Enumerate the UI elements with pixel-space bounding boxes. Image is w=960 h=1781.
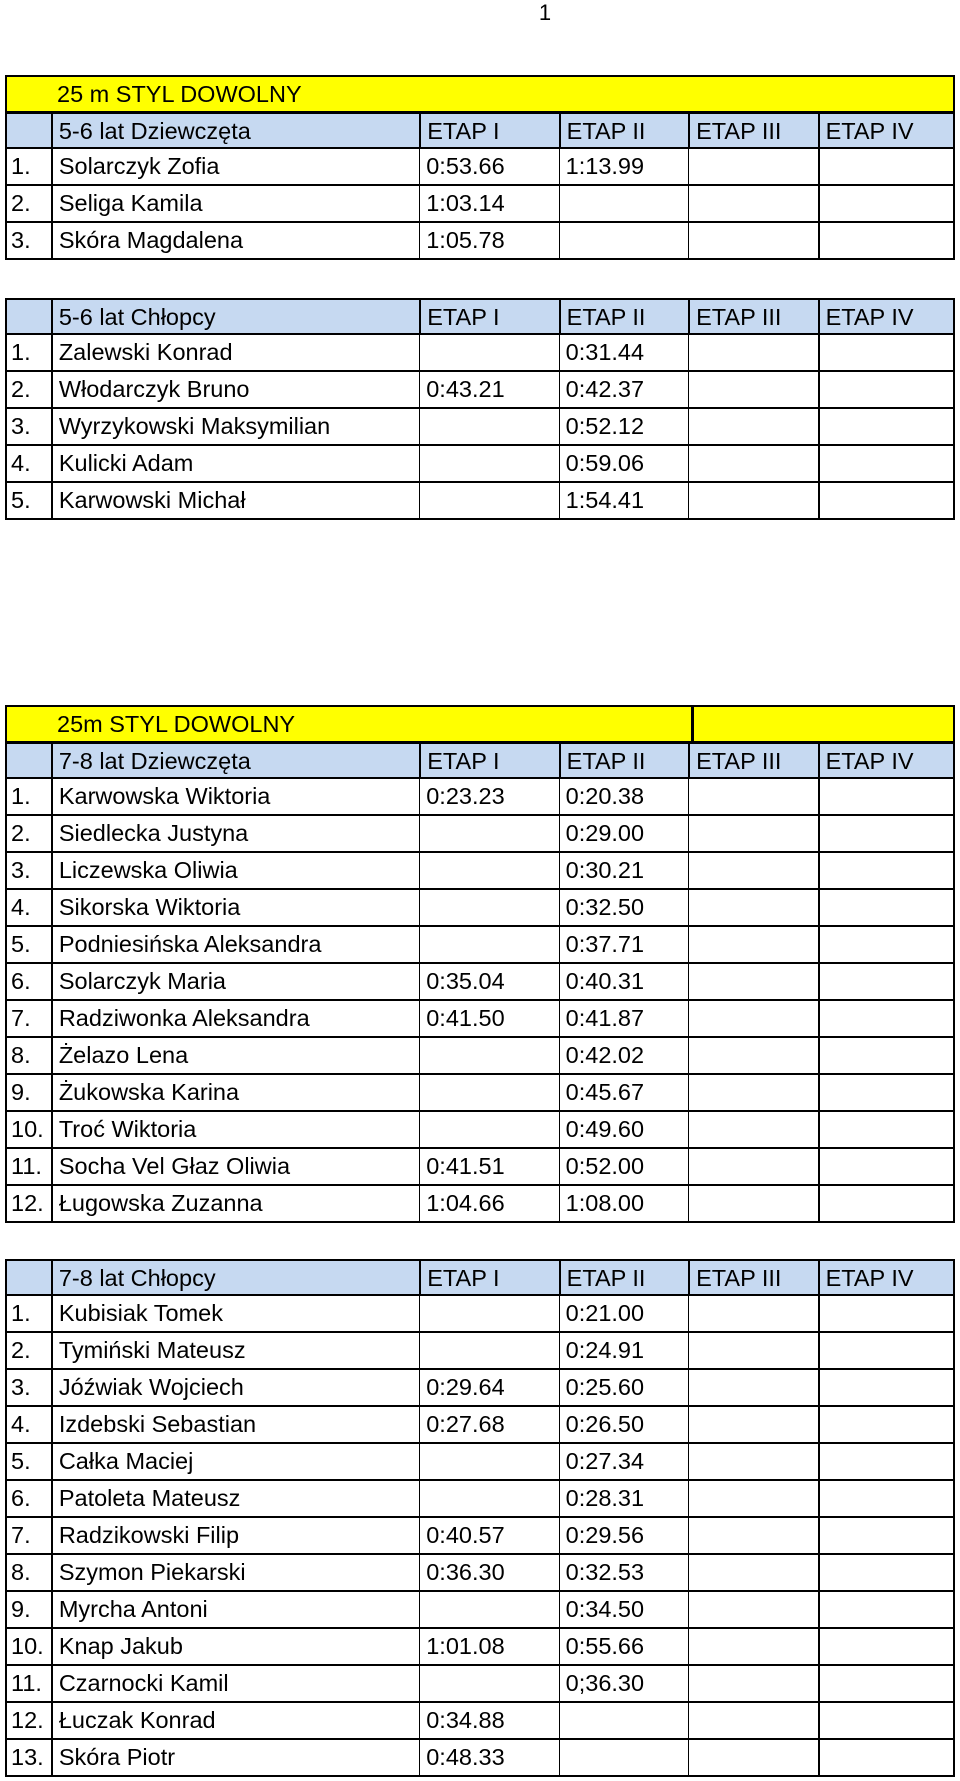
- table-row: [5, 372, 955, 409]
- etap-3-time-cell: [688, 1740, 817, 1775]
- rank-cell: 11.: [11, 1670, 42, 1696]
- table-row: [5, 1518, 955, 1555]
- section-title-row: [5, 75, 955, 112]
- header-etap-3: ETAP III: [688, 300, 817, 333]
- table-row: [5, 816, 955, 853]
- etap-3-time-cell: [688, 1333, 817, 1368]
- table-row: [5, 1186, 955, 1223]
- etap-4-time-cell: [818, 372, 953, 407]
- rank-cell: 7.: [11, 1005, 31, 1031]
- swimmer-name-cell: Włodarczyk Bruno: [51, 372, 419, 407]
- etap-4-time-cell: [818, 779, 953, 814]
- swimmer-name-cell: Skóra Piotr: [51, 1740, 419, 1775]
- etap-2-time-cell: 0:31.44: [559, 335, 688, 370]
- etap-4-time-cell: [818, 1407, 953, 1442]
- etap-3-time-cell: [688, 1481, 817, 1516]
- swimmer-name-cell: Liczewska Oliwia: [51, 853, 419, 888]
- etap-3-time-cell: [688, 1666, 817, 1701]
- etap-4-time-cell: [818, 927, 953, 962]
- etap-2-time-cell: 0:28.31: [559, 1481, 688, 1516]
- etap-4-time-cell: [818, 853, 953, 888]
- etap-4-time-cell: [818, 1001, 953, 1036]
- etap-1-time-cell: 0:36.30: [419, 1555, 558, 1590]
- table-row: [5, 409, 955, 446]
- etap-1-time-cell: [419, 816, 558, 851]
- etap-1-time-cell: [419, 1112, 558, 1147]
- etap-1-time-cell: [419, 1666, 558, 1701]
- etap-2-time-cell: 0:30.21: [559, 853, 688, 888]
- swimmer-name-cell: Żukowska Karina: [51, 1075, 419, 1110]
- etap-2-time-cell: 0:49.60: [559, 1112, 688, 1147]
- table-row: [5, 149, 955, 186]
- table-row: [5, 1149, 955, 1186]
- etap-3-time-cell: [688, 1592, 817, 1627]
- etap-2-time-cell: 0:40.31: [559, 964, 688, 999]
- rank-cell: 6.: [11, 1485, 31, 1511]
- etap-3-time-cell: [688, 816, 817, 851]
- swimmer-name-cell: Seliga Kamila: [51, 186, 419, 221]
- swimmer-name-cell: Jóźwiak Wojciech: [51, 1370, 419, 1405]
- etap-3-time-cell: [688, 1703, 817, 1738]
- header-number-cell: [7, 1261, 51, 1294]
- swimmer-name-cell: Wyrzykowski Maksymilian: [51, 409, 419, 444]
- rank-cell: 1.: [11, 153, 31, 179]
- etap-4-time-cell: [818, 1592, 953, 1627]
- etap-1-time-cell: [419, 1075, 558, 1110]
- swimmer-name-cell: Żelazo Lena: [51, 1038, 419, 1073]
- swimmer-name-cell: Tymiński Mateusz: [51, 1333, 419, 1368]
- header-etap-1: ETAP I: [419, 1261, 558, 1294]
- etap-2-time-cell: 0:37.71: [559, 927, 688, 962]
- etap-3-time-cell: [688, 927, 817, 962]
- table-row: [5, 483, 955, 520]
- etap-1-time-cell: [419, 927, 558, 962]
- header-etap-1: ETAP I: [419, 300, 558, 333]
- etap-1-time-cell: 1:05.78: [419, 223, 558, 258]
- etap-3-time-cell: [688, 149, 817, 184]
- group-header-row: [5, 298, 955, 335]
- swimmer-name-cell: Myrcha Antoni: [51, 1592, 419, 1627]
- header-category: 7-8 lat Dziewczęta: [51, 744, 419, 777]
- etap-3-time-cell: [688, 890, 817, 925]
- header-etap-3: ETAP III: [688, 1261, 817, 1294]
- rank-cell: 5.: [11, 487, 31, 513]
- rank-cell: 5.: [11, 1448, 31, 1474]
- etap-4-time-cell: [818, 446, 953, 481]
- rank-cell: 2.: [11, 1337, 31, 1363]
- etap-1-time-cell: [419, 483, 558, 518]
- table-row: [5, 1075, 955, 1112]
- swimmer-name-cell: Łuczak Konrad: [51, 1703, 419, 1738]
- rank-cell: 5.: [11, 931, 31, 957]
- etap-2-time-cell: [559, 186, 688, 221]
- etap-2-time-cell: 1:13.99: [559, 149, 688, 184]
- table-row: [5, 1333, 955, 1370]
- etap-3-time-cell: [688, 1149, 817, 1184]
- etap-2-time-cell: 0:29.00: [559, 816, 688, 851]
- section-title-row: [5, 705, 955, 742]
- etap-4-time-cell: [818, 223, 953, 258]
- etap-4-time-cell: [818, 335, 953, 370]
- etap-2-time-cell: 1:08.00: [559, 1186, 688, 1221]
- rank-cell: 1.: [11, 339, 31, 365]
- table-row: [5, 186, 955, 223]
- etap-1-time-cell: [419, 446, 558, 481]
- swimmer-name-cell: Zalewski Konrad: [51, 335, 419, 370]
- etap-3-time-cell: [688, 1407, 817, 1442]
- etap-2-time-cell: 0:25.60: [559, 1370, 688, 1405]
- swimmer-name-cell: Patoleta Mateusz: [51, 1481, 419, 1516]
- table-row: [5, 1370, 955, 1407]
- swimmer-name-cell: Całka Maciej: [51, 1444, 419, 1479]
- swimmer-name-cell: Karwowski Michał: [51, 483, 419, 518]
- etap-2-time-cell: 0:41.87: [559, 1001, 688, 1036]
- etap-1-time-cell: 1:04.66: [419, 1186, 558, 1221]
- header-category: 7-8 lat Chłopcy: [51, 1261, 419, 1294]
- etap-4-time-cell: [818, 1703, 953, 1738]
- swimmer-name-cell: Siedlecka Justyna: [51, 816, 419, 851]
- etap-3-time-cell: [688, 964, 817, 999]
- header-category: 5-6 lat Chłopcy: [51, 300, 419, 333]
- etap-2-time-cell: [559, 223, 688, 258]
- header-etap-4: ETAP IV: [818, 114, 953, 147]
- etap-3-time-cell: [688, 1112, 817, 1147]
- etap-3-time-cell: [688, 853, 817, 888]
- swimmer-name-cell: Troć Wiktoria: [51, 1112, 419, 1147]
- swimmer-name-cell: Socha Vel Głaz Oliwia: [51, 1149, 419, 1184]
- etap-1-time-cell: 0:43.21: [419, 372, 558, 407]
- table-row: [5, 927, 955, 964]
- etap-3-time-cell: [688, 1186, 817, 1221]
- group-7-8-boys: [5, 1259, 955, 1777]
- etap-4-time-cell: [818, 1186, 953, 1221]
- etap-1-time-cell: 1:01.08: [419, 1629, 558, 1664]
- rank-cell: 10.: [11, 1633, 44, 1659]
- etap-2-time-cell: 0:20.38: [559, 779, 688, 814]
- table-row: [5, 1740, 955, 1777]
- etap-4-time-cell: [818, 890, 953, 925]
- rank-cell: 4.: [11, 450, 31, 476]
- rank-cell: 10.: [11, 1116, 44, 1142]
- group-5-6-girls: [5, 112, 955, 260]
- etap-3-time-cell: [688, 446, 817, 481]
- rank-cell: 2.: [11, 190, 31, 216]
- rank-cell: 4.: [11, 1411, 31, 1437]
- etap-2-time-cell: 1:54.41: [559, 483, 688, 518]
- section-title-blank-cell: [691, 707, 827, 741]
- etap-4-time-cell: [818, 1666, 953, 1701]
- etap-2-time-cell: 0:52.00: [559, 1149, 688, 1184]
- etap-2-time-cell: 0:32.50: [559, 890, 688, 925]
- table-row: [5, 890, 955, 927]
- swimmer-name-cell: Izdebski Sebastian: [51, 1407, 419, 1442]
- etap-3-time-cell: [688, 1444, 817, 1479]
- etap-1-time-cell: [419, 335, 558, 370]
- table-row: [5, 446, 955, 483]
- etap-4-time-cell: [818, 964, 953, 999]
- rank-cell: 9.: [11, 1596, 31, 1622]
- etap-1-time-cell: 0:23.23: [419, 779, 558, 814]
- etap-3-time-cell: [688, 1075, 817, 1110]
- etap-2-time-cell: 0:42.02: [559, 1038, 688, 1073]
- table-row: [5, 1407, 955, 1444]
- header-etap-4: ETAP IV: [818, 300, 953, 333]
- table-row: [5, 335, 955, 372]
- header-category: 5-6 lat Dziewczęta: [51, 114, 419, 147]
- swimmer-name-cell: Skóra Magdalena: [51, 223, 419, 258]
- table-row: [5, 1296, 955, 1333]
- etap-4-time-cell: [818, 149, 953, 184]
- header-etap-2: ETAP II: [559, 114, 688, 147]
- table-row: [5, 1001, 955, 1038]
- etap-2-time-cell: 0:59.06: [559, 446, 688, 481]
- etap-3-time-cell: [688, 1001, 817, 1036]
- table-row: [5, 1038, 955, 1075]
- etap-2-time-cell: 0:32.53: [559, 1555, 688, 1590]
- etap-1-time-cell: 0:53.66: [419, 149, 558, 184]
- header-etap-1: ETAP I: [419, 114, 558, 147]
- header-etap-4: ETAP IV: [818, 744, 953, 777]
- etap-4-time-cell: [818, 1112, 953, 1147]
- etap-1-time-cell: 0:29.64: [419, 1370, 558, 1405]
- table-row: [5, 1592, 955, 1629]
- swimmer-name-cell: Kulicki Adam: [51, 446, 419, 481]
- etap-3-time-cell: [688, 1296, 817, 1331]
- rank-cell: 1.: [11, 783, 31, 809]
- etap-4-time-cell: [818, 1629, 953, 1664]
- etap-4-time-cell: [818, 409, 953, 444]
- etap-3-time-cell: [688, 1518, 817, 1553]
- etap-4-time-cell: [818, 186, 953, 221]
- etap-4-time-cell: [818, 816, 953, 851]
- etap-3-time-cell: [688, 335, 817, 370]
- etap-4-time-cell: [818, 1444, 953, 1479]
- etap-1-time-cell: [419, 1333, 558, 1368]
- page-number: 1: [538, 0, 552, 25]
- etap-1-time-cell: [419, 1038, 558, 1073]
- etap-4-time-cell: [818, 1555, 953, 1590]
- swimmer-name-cell: Czarnocki Kamil: [51, 1666, 419, 1701]
- etap-3-time-cell: [688, 409, 817, 444]
- rank-cell: 12.: [11, 1190, 44, 1216]
- table-row: [5, 1666, 955, 1703]
- etap-3-time-cell: [688, 372, 817, 407]
- group-header-row: [5, 742, 955, 779]
- etap-1-time-cell: [419, 853, 558, 888]
- etap-3-time-cell: [688, 1370, 817, 1405]
- etap-3-time-cell: [688, 483, 817, 518]
- table-row: [5, 964, 955, 1001]
- etap-2-time-cell: 0:27.34: [559, 1444, 688, 1479]
- header-etap-4: ETAP IV: [818, 1261, 953, 1294]
- rank-cell: 13.: [11, 1744, 44, 1770]
- table-row: [5, 1112, 955, 1149]
- etap-2-time-cell: [559, 1703, 688, 1738]
- table-row: [5, 1555, 955, 1592]
- rank-cell: 8.: [11, 1559, 31, 1585]
- etap-3-time-cell: [688, 1555, 817, 1590]
- header-number-cell: [7, 114, 51, 147]
- swimmer-name-cell: Podniesińska Aleksandra: [51, 927, 419, 962]
- swimmer-name-cell: Szymon Piekarski: [51, 1555, 419, 1590]
- etap-1-time-cell: [419, 890, 558, 925]
- etap-1-time-cell: 0:41.50: [419, 1001, 558, 1036]
- etap-4-time-cell: [818, 1038, 953, 1073]
- rank-cell: 3.: [11, 1374, 31, 1400]
- etap-4-time-cell: [818, 1518, 953, 1553]
- rank-cell: 3.: [11, 227, 31, 253]
- group-header-row: [5, 112, 955, 149]
- etap-3-time-cell: [688, 186, 817, 221]
- etap-4-time-cell: [818, 1296, 953, 1331]
- etap-3-time-cell: [688, 779, 817, 814]
- swimmer-name-cell: Radzikowski Filip: [51, 1518, 419, 1553]
- etap-1-time-cell: [419, 409, 558, 444]
- etap-3-time-cell: [688, 223, 817, 258]
- rank-cell: 3.: [11, 413, 31, 439]
- etap-1-time-cell: 0:48.33: [419, 1740, 558, 1775]
- header-number-cell: [7, 744, 51, 777]
- etap-1-time-cell: [419, 1481, 558, 1516]
- etap-1-time-cell: [419, 1444, 558, 1479]
- swimmer-name-cell: Knap Jakub: [51, 1629, 419, 1664]
- etap-2-time-cell: 0:24.91: [559, 1333, 688, 1368]
- etap-1-time-cell: 0:35.04: [419, 964, 558, 999]
- etap-1-time-cell: 0:40.57: [419, 1518, 558, 1553]
- swimmer-name-cell: Kubisiak Tomek: [51, 1296, 419, 1331]
- table-row: [5, 1481, 955, 1518]
- etap-2-time-cell: 0:52.12: [559, 409, 688, 444]
- swimmer-name-cell: Sikorska Wiktoria: [51, 890, 419, 925]
- rank-cell: 7.: [11, 1522, 31, 1548]
- etap-2-time-cell: 0:45.67: [559, 1075, 688, 1110]
- table-row: [5, 1629, 955, 1666]
- etap-4-time-cell: [818, 1481, 953, 1516]
- etap-1-time-cell: 0:41.51: [419, 1149, 558, 1184]
- etap-2-time-cell: 0:26.50: [559, 1407, 688, 1442]
- rank-cell: 2.: [11, 820, 31, 846]
- etap-2-time-cell: 0:29.56: [559, 1518, 688, 1553]
- rank-cell: 3.: [11, 857, 31, 883]
- etap-4-time-cell: [818, 1075, 953, 1110]
- rank-cell: 9.: [11, 1079, 31, 1105]
- etap-4-time-cell: [818, 1740, 953, 1775]
- rank-cell: 8.: [11, 1042, 31, 1068]
- table-row: [5, 1444, 955, 1481]
- header-etap-3: ETAP III: [688, 744, 817, 777]
- section-title: 25m STYL DOWOLNY: [57, 711, 296, 737]
- table-row: [5, 779, 955, 816]
- rank-cell: 4.: [11, 894, 31, 920]
- etap-3-time-cell: [688, 1038, 817, 1073]
- rank-cell: 2.: [11, 376, 31, 402]
- etap-2-time-cell: 0:55.66: [559, 1629, 688, 1664]
- swimmer-name-cell: Karwowska Wiktoria: [51, 779, 419, 814]
- etap-4-time-cell: [818, 1149, 953, 1184]
- header-etap-2: ETAP II: [559, 744, 688, 777]
- etap-2-time-cell: 0:34.50: [559, 1592, 688, 1627]
- section-2: [5, 705, 955, 742]
- swimmer-name-cell: Ługowska Zuzanna: [51, 1186, 419, 1221]
- etap-4-time-cell: [818, 1370, 953, 1405]
- rank-cell: 1.: [11, 1300, 31, 1326]
- etap-1-time-cell: 0:34.88: [419, 1703, 558, 1738]
- etap-1-time-cell: 0:27.68: [419, 1407, 558, 1442]
- swimmer-name-cell: Solarczyk Zofia: [51, 149, 419, 184]
- section-1: [5, 75, 955, 112]
- etap-2-time-cell: [559, 1740, 688, 1775]
- etap-2-time-cell: 0:42.37: [559, 372, 688, 407]
- etap-4-time-cell: [818, 1333, 953, 1368]
- etap-1-time-cell: 1:03.14: [419, 186, 558, 221]
- etap-2-time-cell: 0;36.30: [559, 1666, 688, 1701]
- header-etap-1: ETAP I: [419, 744, 558, 777]
- rank-cell: 12.: [11, 1707, 44, 1733]
- group-7-8-girls: [5, 742, 955, 1223]
- swimmer-name-cell: Radziwonka Aleksandra: [51, 1001, 419, 1036]
- swimmer-name-cell: Solarczyk Maria: [51, 964, 419, 999]
- rank-cell: 6.: [11, 968, 31, 994]
- table-row: [5, 1703, 955, 1740]
- table-row: [5, 223, 955, 260]
- header-number-cell: [7, 300, 51, 333]
- header-etap-3: ETAP III: [688, 114, 817, 147]
- etap-2-time-cell: 0:21.00: [559, 1296, 688, 1331]
- etap-1-time-cell: [419, 1296, 558, 1331]
- rank-cell: 11.: [11, 1153, 42, 1179]
- table-row: [5, 853, 955, 890]
- section-title: 25 m STYL DOWOLNY: [57, 81, 302, 107]
- header-etap-2: ETAP II: [559, 300, 688, 333]
- etap-3-time-cell: [688, 1629, 817, 1664]
- etap-1-time-cell: [419, 1592, 558, 1627]
- etap-4-time-cell: [818, 483, 953, 518]
- group-5-6-boys: [5, 298, 955, 520]
- header-etap-2: ETAP II: [559, 1261, 688, 1294]
- group-header-row: [5, 1259, 955, 1296]
